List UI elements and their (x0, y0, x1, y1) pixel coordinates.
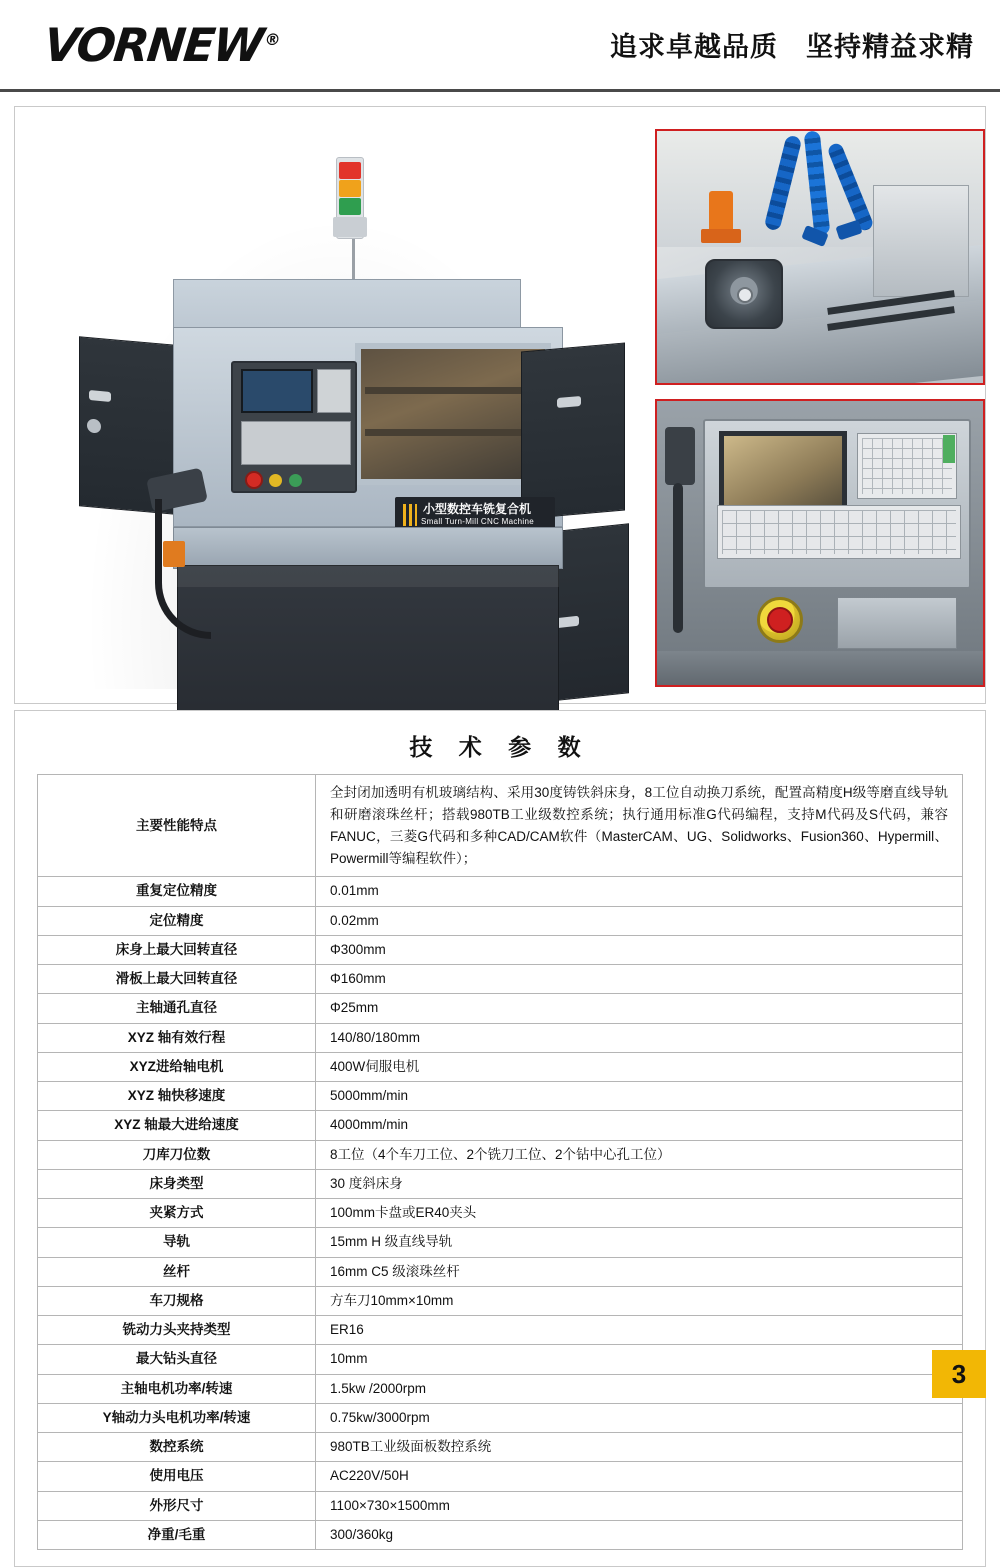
spec-row (38, 906, 963, 935)
spec-value: 0.01mm (316, 877, 963, 906)
spec-value: 0.02mm (316, 906, 963, 935)
base-highlight (177, 565, 559, 587)
spec-key: 滑板上最大回转直径 (38, 965, 316, 994)
spec-value: 400W伺服电机 (316, 1052, 963, 1081)
spec-row (38, 1345, 963, 1374)
right-door-handle-upper (557, 396, 581, 408)
spec-key: 定位精度 (38, 906, 316, 935)
spec-row (38, 1023, 963, 1052)
spec-value: Φ160mm (316, 965, 963, 994)
beacon-red-light (339, 162, 361, 179)
spec-key: 最大钻头直径 (38, 1345, 316, 1374)
spec-key: 主要性能特点 (38, 775, 316, 877)
brand-logo (41, 17, 283, 72)
spec-row (38, 1316, 963, 1345)
spec-key: 车刀规格 (38, 1286, 316, 1315)
orange-tool-holder (709, 191, 733, 233)
spec-value: 1.5kw /2000rpm (316, 1374, 963, 1403)
orange-component (163, 541, 185, 567)
window-frame-bar (365, 429, 541, 436)
tool-turret-block (873, 185, 969, 297)
spec-row (38, 965, 963, 994)
spec-value: ER16 (316, 1316, 963, 1345)
hand-pendant (665, 427, 695, 485)
spec-value: 16mm C5 级滚珠丝杆 (316, 1257, 963, 1286)
right-open-door-upper (521, 342, 625, 519)
product-gallery (14, 106, 986, 704)
spec-value: 30 度斜床身 (316, 1169, 963, 1198)
spec-row (38, 1169, 963, 1198)
spec-key: 刀库刀位数 (38, 1140, 316, 1169)
brand-logo-text: VORNEW (41, 17, 265, 72)
spec-key: 外形尺寸 (38, 1491, 316, 1520)
spec-row (38, 1286, 963, 1315)
spec-value: 5000mm/min (316, 1082, 963, 1111)
spec-row (38, 1491, 963, 1520)
window-frame-bar (365, 387, 541, 394)
spec-row (38, 1403, 963, 1432)
spec-value: 全封闭加透明有机玻璃结构、采用30度铸铁斜床身，8工位自动换刀系统，配置高精度H级等磨直线导轨和研磨滚珠丝杆；搭载980TB工业级数控系统；执行通用标准G代码编程，支持M代码及S代码，兼容FANUC，三菱G代码和多种CAD/CAM软件（MasterCAM、UG、Solidworks、Fusion360、Hypermill、Powermill等编程软件）； (316, 775, 963, 877)
spec-row (38, 1228, 963, 1257)
machine-lower-frame (657, 651, 983, 687)
spec-key: 净重/毛重 (38, 1520, 316, 1549)
registered-mark-icon: ® (263, 29, 282, 49)
spec-key: 夹紧方式 (38, 1199, 316, 1228)
orange-tool-holder-base (701, 229, 741, 243)
main-machine-photo (55, 129, 645, 689)
panel-side-strip (837, 597, 957, 649)
work-area-photo (655, 129, 985, 385)
indicator-amber (269, 474, 282, 487)
spec-table (37, 774, 963, 1550)
specification-section (14, 710, 986, 1567)
spec-key: 床身类型 (38, 1169, 316, 1198)
machine-label-en: Small Turn-Mill CNC Machine (421, 517, 535, 526)
spec-key: 床身上最大回转直径 (38, 935, 316, 964)
spec-key: 数控系统 (38, 1433, 316, 1462)
spec-row (38, 1433, 963, 1462)
spec-value: Φ300mm (316, 935, 963, 964)
control-panel-photo (655, 399, 985, 687)
spec-row (38, 775, 963, 877)
emergency-stop-button (245, 471, 263, 489)
spec-value: 15mm H 级直线导轨 (316, 1228, 963, 1257)
spec-value: 980TB工业级面板数控系统 (316, 1433, 963, 1462)
spec-key: 主轴电机功率/转速 (38, 1374, 316, 1403)
spec-value: 1100×730×1500mm (316, 1491, 963, 1520)
spec-row (38, 1257, 963, 1286)
spec-key: Y轴动力头电机功率/转速 (38, 1403, 316, 1432)
spec-key: 丝杆 (38, 1257, 316, 1286)
beacon-base (333, 217, 367, 237)
spec-value: 方车刀10mm×10mm (316, 1286, 963, 1315)
pendant-cable (673, 483, 683, 633)
spec-row (38, 877, 963, 906)
spec-row (38, 994, 963, 1023)
spec-row (38, 1520, 963, 1549)
spec-row (38, 1140, 963, 1169)
indicator-green (289, 474, 302, 487)
machine-base-cabinet (177, 565, 559, 733)
spec-table-title: 技 术 参 数 (409, 734, 591, 760)
spec-row (38, 1462, 963, 1491)
machine-skirt (173, 527, 563, 569)
spec-value: 4000mm/min (316, 1111, 963, 1140)
spec-key: 主轴通孔直径 (38, 994, 316, 1023)
spec-row (38, 1082, 963, 1111)
spec-value: AC220V/50H (316, 1462, 963, 1491)
spec-key: 使用电压 (38, 1462, 316, 1491)
chuck-center-bore (737, 287, 753, 303)
spec-key: XYZ 轴最大进给速度 (38, 1111, 316, 1140)
spec-value: 8工位（4个车刀工位、2个铣刀工位、2个钻中心孔工位） (316, 1140, 963, 1169)
emergency-stop-cap (767, 607, 793, 633)
beacon-green-light (339, 198, 361, 215)
cnc-keypad (241, 421, 351, 465)
cnc-side-keys (317, 369, 351, 413)
spec-key: XYZ 轴有效行程 (38, 1023, 316, 1052)
spec-key: 铣动力头夹持类型 (38, 1316, 316, 1345)
spec-value: 10mm (316, 1345, 963, 1374)
name-plate-stripe-icon (403, 504, 417, 526)
cnc-green-key-column (943, 435, 955, 463)
page-header (0, 0, 1000, 92)
page-number-badge: 3 (932, 1350, 986, 1398)
spec-row (38, 1199, 963, 1228)
spec-value: Φ25mm (316, 994, 963, 1023)
spec-value: 300/360kg (316, 1520, 963, 1549)
spec-key: XYZ进给轴电机 (38, 1052, 316, 1081)
left-door-handle (89, 390, 111, 402)
spec-row (38, 1111, 963, 1140)
coolant-hose (155, 499, 211, 639)
spec-value: 140/80/180mm (316, 1023, 963, 1052)
spec-key: 导轨 (38, 1228, 316, 1257)
spec-value: 0.75kw/3000rpm (316, 1403, 963, 1432)
spec-row (38, 1052, 963, 1081)
cnc-screen (241, 369, 313, 413)
spec-key: 重复定位精度 (38, 877, 316, 906)
spec-row (38, 1374, 963, 1403)
cnc-lower-keypad (717, 505, 961, 559)
cnc-function-keypad (857, 433, 957, 499)
left-door-knob (87, 418, 101, 433)
spec-value: 100mm卡盘或ER40夹头 (316, 1199, 963, 1228)
spec-key: XYZ 轴快移速度 (38, 1082, 316, 1111)
beacon-amber-light (339, 180, 361, 197)
header-slogan: 追求卓越品质 坚持精益求精 (610, 32, 974, 62)
spec-row (38, 935, 963, 964)
machine-label-cn: 小型数控车铣复合机 (423, 502, 532, 516)
